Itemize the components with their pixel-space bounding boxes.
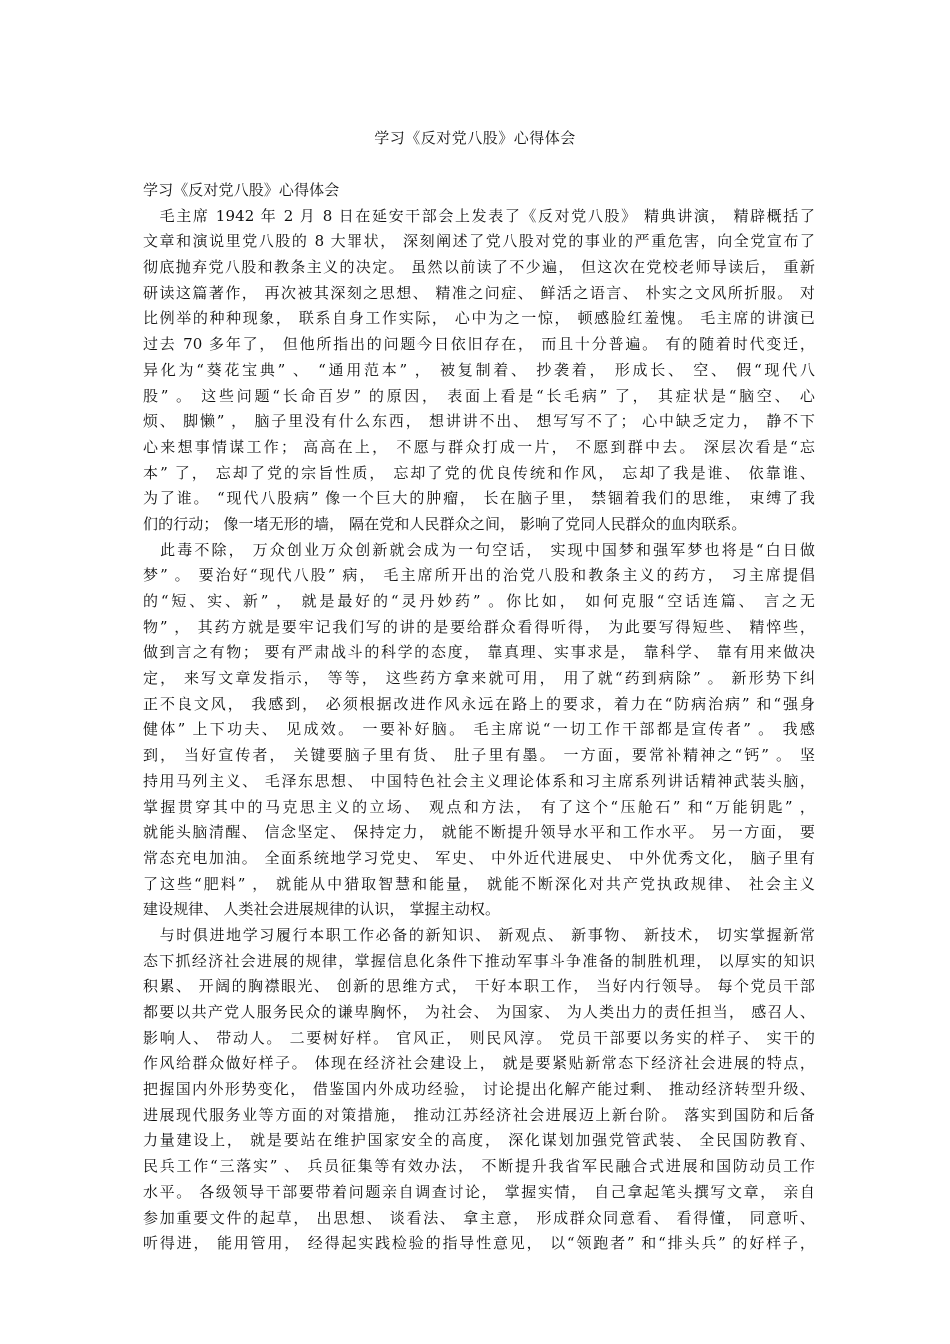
body-line: 常态充电加油。 全面系统地学习党史、 军史、 中外近代进展史、 中外优秀文化， 脑子里有 [143,848,815,867]
body-line: 毛主席 1942 年 2 月 8 日在延安干部会上发表了《反对党八股》 精典讲演， 精辟概括了 [143,206,815,225]
document-title: 学习《反对党八股》心得体会 [374,129,576,147]
body-line: 建设规律、 人类社会进展规律的认识， 掌握主动权。 [143,900,501,919]
body-line: 研读这篇著作， 再次被其深刻之思想、 精准之问症、 鲜活之语言、 朴实之文风所折服。 对 [143,283,815,302]
body-line: 梦” 。 要治好“现代八股” 病， 毛主席所开出的治党八股和教条主义的药方， 习主席提倡 [143,566,815,585]
body-line: 物” ， 其药方就是要牢记我们写的讲的是要给群众看得听得， 为此要写得短些、 精悴些， [143,617,815,636]
body-line: 做到言之有物； 要有严肃战斗的科学的态度， 靠真理、实事求是， 靠科学、 靠有用来做决 [143,643,815,662]
body-line: 文章和演说里党八股的 8 大罪状， 深刻阐述了党八股对党的事业的严重危害，向全党宣布了 [143,232,815,251]
body-line: 们的行动； 像一堵无形的墙， 隔在党和人民群众之间， 影响了党同人民群众的血肉联系。 [143,514,747,533]
body-line: 与时俱进地学习履行本职工作必备的新知识、 新观点、 新事物、 新技术， 切实掌握新常 [143,925,815,944]
body-line: 正不良文风， 我感到， 必须根据改进作风永远在路上的要求，着力在“防病治病” 和“强身 [143,694,815,713]
body-line: 的“短、实、新” ， 就是最好的“灵丹妙药” 。你比如， 如何克服“空话连篇、 言之无 [143,592,815,610]
body-line: 进展现代服务业等方面的对策措施， 推动江苏经济社会进展迈上新台阶。 落实到国防和后备 [143,1105,815,1124]
body-line: 健体” 上下功夫、 见成效。 一要补好脑。 毛主席说“一切工作干部都是宣传者” 。 我感 [143,720,815,739]
body-line: 把握国内外形势变化， 借鉴国内外成功经验， 讨论提出化解产能过剩、 推动经济转型升级、 [143,1080,815,1099]
body-line: 力量建设上， 就是要站在维护国家安全的高度， 深化谋划加强党管武装、 全民国防教育、 [143,1131,815,1150]
body-line: 都要以共产党人服务民众的谦卑胸怀， 为社会、 为国家、 为人类出力的责任担当， 感召人、 [143,1003,815,1021]
body-line: 听得进， 能用管用， 经得起实践检验的指导性意见， 以“领跑者” 和“排头兵” 的好样子， [143,1234,815,1253]
body-line: 本” 了， 忘却了党的宗旨性质， 忘却了党的优良传统和作风， 忘却了我是谁、 依靠谁、 [143,463,815,482]
body-line: 股” 。 这些问题“长命百岁” 的原因， 表面上看是“长毛病” 了， 其症状是“脑空、 心 [143,386,815,405]
body-line: 参加重要文件的起草， 出思想、 谈看法、 拿主意， 形成群众同意看、 看得懂， 同意听、 [143,1208,815,1227]
document-body [143,178,815,1257]
body-line: 到， 当好宣传者， 关键要脑子里有货、 肚子里有墨。 一方面，要常补精神之“钙” 。 坚 [143,746,815,765]
body-line: 异化为“葵花宝典” 、 “通用范本” ， 被复制着、 抄袭着， 形成长、 空、 假“现代八 [143,360,815,379]
body-line: 定， 来写文章发指示， 等等， 这些药方拿来就可用， 用了就“药到病除” 。 新形势下纠 [143,669,815,688]
body-line: 掌握贯穿其中的马克思主义的立场、 观点和方法， 有了这个“压舱石” 和“万能钥匙” ， [143,797,815,816]
body-line: 了这些“肥料” ， 就能从中猎取智慧和能量， 就能不断深化对共产党执政规律、 社会主义 [143,874,815,893]
body-line: 影响人、 带动人。 二要树好样。 官风正， 则民风淳。 党员干部要以务实的样子、 实干的 [143,1028,815,1047]
body-line: 为了谁。 “现代八股病” 像一个巨大的肿瘤， 长在脑子里， 禁锢着我们的思维， 束缚了我 [143,489,815,508]
body-line: 就能头脑清醒、 信念坚定、 保持定力， 就能不断提升领导水平和工作水平。 另一方面， 要 [143,823,815,842]
body-line: 作风给群众做好样子。 体现在经济社会建设上， 就是要紧贴新常态下经济社会进展的特点， [143,1054,815,1073]
body-line: 彻底抛弃党八股和教条主义的决定。 虽然以前读了不少遍， 但这次在党校老师导读后， 重新 [143,258,815,277]
body-line: 心来想事情谋工作； 高高在上， 不愿与群众打成一片， 不愿到群中去。 深层次看是“忘 [143,437,815,456]
body-line: 此毒不除， 万众创业万众创新就会成为一句空话， 实现中国梦和强军梦也将是“白日做 [143,540,815,559]
body-line: 态下抓经济社会进展的规律，掌握信息化条件下推动军事斗争准备的制胜机理， 以厚实的知识 [143,951,815,970]
body-line: 比例举的种种现象， 联系自身工作实际， 心中为之一惊， 顿感脸红羞愧。 毛主席的讲演已 [143,309,815,328]
body-line: 烦、 脚懒” ， 脑子里没有什么东西， 想讲讲不出、 想写写不了； 心中缺乏定力， 静不下 [143,412,815,431]
body-line: 持用马列主义、 毛泽东思想、 中国特色社会主义理论体系和习主席系列讲话精神武装头脑， [143,771,815,790]
body-line: 过去 70 多年了， 但他所指出的问题今日依旧存在， 而且十分普遍。 有的随着时代变迁， [143,335,815,354]
body-line: 水平。 各级领导干部要带着问题亲自调查讨论， 掌握实情， 自己拿起笔头撰写文章， 亲自 [143,1182,815,1201]
body-line: 积累、 开阔的胸襟眼光、 创新的思维方式， 干好本职工作， 当好内行领导。 每个党员干部 [143,977,815,996]
body-line: 学习《反对党八股》心得体会 [143,181,340,199]
body-line: 民兵工作“三落实” 、 兵员征集等有效办法， 不断提升我省军民融合式进展和国防动员工作 [143,1157,815,1176]
